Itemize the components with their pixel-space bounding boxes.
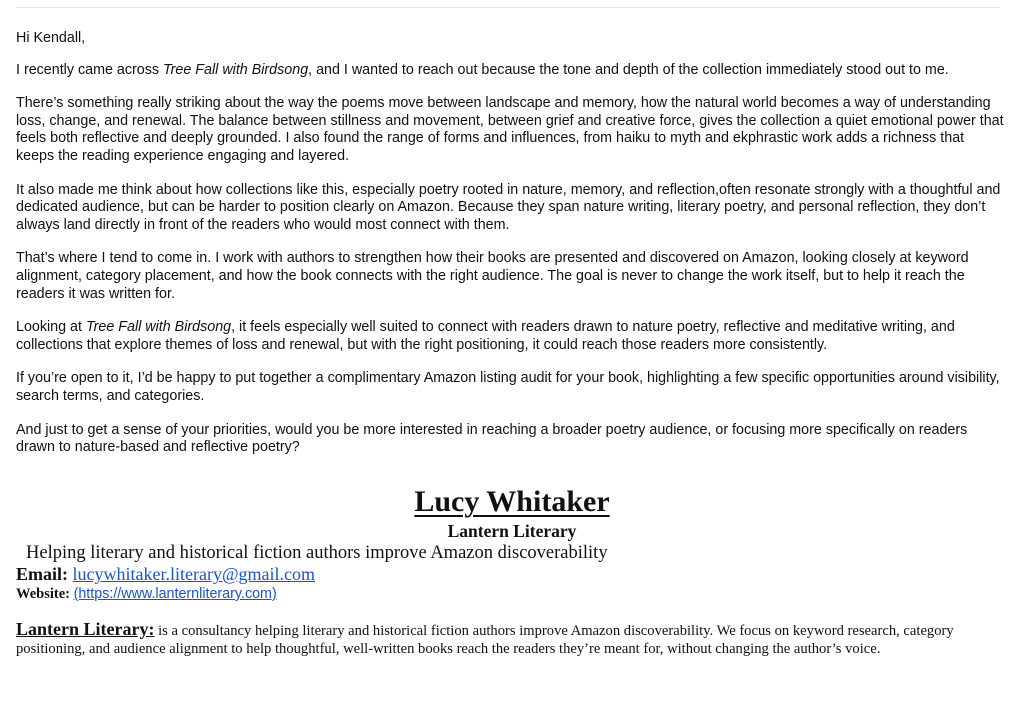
signature-tagline: Helping literary and historical fiction authors improve Amazon discoverability: [26, 543, 608, 563]
paragraph-fit-lead: Looking at: [16, 319, 86, 336]
about-title: Lantern Literary:: [16, 619, 155, 639]
greeting: Hi Kendall,: [16, 30, 86, 46]
paragraph-positioning: It also made me think about how collections like this, especially poetry rooted in nature, memory, and reflection,often resonate strongly with a thoughtful and dedicated audience, but can be harder to position clearly on Amazon. Because they span nature writing, literary poetry, and personal reflection, they don’t always land directly in front of the readers who would most connect with them.: [16, 181, 1001, 233]
book-title: Tree Fall with Birdsong: [85, 319, 232, 336]
paragraph-question: And just to get a sense of your priorities, would you be more interested in reaching a broader poetry audience, or focusing more specifically on readers drawn to nature-based and reflective poetry?: [16, 421, 968, 456]
email-body: [16, 30, 1006, 473]
paragraph-fit-rest: , it feels especially well suited to connect with readers drawn to nature poetry, reflective and meditative writing, and collections that explore themes of loss and renewal, but with the right positioning, it could reach those readers more consistently.: [16, 319, 955, 353]
paragraph-fit: [16, 319, 1006, 354]
paragraph-offer: If you’re open to it, I’d be happy to put together a complimentary Amazon listing audit for your book, highlighting a few specific opportunities around visibility, search terms, and categories.: [16, 370, 1000, 404]
website-link[interactable]: (https://www.lanternliterary.com): [73, 586, 277, 602]
about-text: is a consultancy helping literary and historical fiction authors improve Amazon discoverability. We focus on keyword research, category positioning, and audience alignment to help thoughtful, well-written books reach the readers they’re meant for, without changing the author’s voice.: [16, 623, 954, 657]
signature-name: Lucy Whitaker: [414, 485, 610, 518]
email-link[interactable]: lucywhitaker.literary@gmail.com: [72, 564, 315, 584]
email-signature: [16, 484, 1008, 658]
paragraph-appreciation: There’s something really striking about the way the poems move between landscape and memory, how the natural world becomes a way of understanding loss, change, and renewal. The balance between stillness and movement, between grief and creative force, gives the collection a quiet emotional power that feels both reflective and deeply grounded. I also found the range of forms and influences, from haiku to myth and ekphrastic work adds a richness that keeps the reading experience engaging and layered.: [16, 95, 1004, 164]
paragraph-intro-rest: , and I wanted to reach out because the tone and depth of the collection immediately stood out to me.: [308, 61, 949, 78]
email-label: Email:: [16, 564, 68, 584]
signature-website-row: [16, 584, 1008, 604]
signature-company: Lantern Literary: [447, 521, 577, 541]
signature-email-row: [16, 564, 1008, 584]
paragraph-services: That’s where I tend to come in. I work with authors to strengthen how their books are presented and discovered on Amazon, looking closely at keyword alignment, category placement, and how the book connects with the right audience. The goal is never to change the work itself, but to help it reach the readers it was written for.: [16, 250, 969, 302]
paragraph-intro: [16, 62, 1006, 80]
book-title: Tree Fall with Birdsong: [163, 61, 309, 78]
website-label: Website:: [16, 586, 70, 602]
header-divider: [16, 7, 999, 8]
signature-about: [16, 620, 1008, 658]
paragraph-intro-lead: I recently came across: [16, 61, 163, 78]
